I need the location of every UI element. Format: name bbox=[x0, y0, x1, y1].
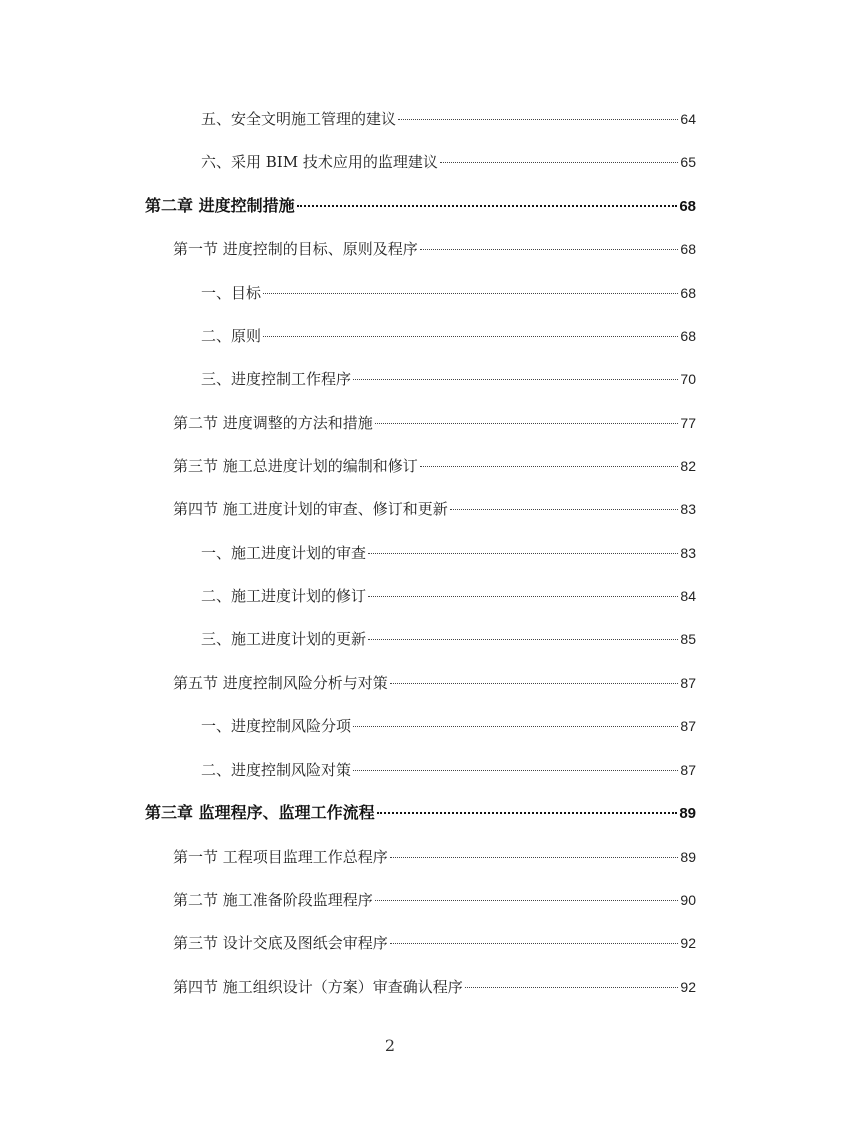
toc-entry-page: 70 bbox=[680, 371, 696, 387]
toc-dot-leader bbox=[353, 726, 678, 727]
toc-chapter-entry bbox=[145, 800, 696, 826]
toc-section-entry bbox=[173, 496, 696, 522]
toc-entry-title: 第二节 施工准备阶段监理程序 bbox=[173, 891, 373, 909]
toc-entry-page: 87 bbox=[680, 762, 696, 778]
toc-dot-leader bbox=[263, 336, 678, 337]
toc-entry-page: 77 bbox=[680, 415, 696, 431]
toc-dot-leader bbox=[450, 509, 679, 510]
toc-dot-leader bbox=[398, 119, 678, 120]
toc-entry-page: 87 bbox=[680, 675, 696, 691]
toc-entry-title: 二、施工进度计划的修订 bbox=[201, 587, 367, 605]
toc-entry bbox=[201, 757, 696, 783]
toc-entry bbox=[201, 540, 696, 566]
toc-entry bbox=[201, 323, 696, 349]
toc-section-entry bbox=[173, 236, 696, 262]
toc-entry-title: 一、施工进度计划的审查 bbox=[201, 544, 367, 562]
toc-entry-title: 第四节 施工进度计划的审查、修订和更新 bbox=[173, 500, 448, 518]
toc-entry-page: 83 bbox=[680, 501, 696, 517]
toc-entry bbox=[201, 280, 696, 306]
toc-section-entry bbox=[173, 410, 696, 436]
toc-entry-title: 第三节 施工总进度计划的编制和修订 bbox=[173, 457, 418, 475]
toc-entry-page: 85 bbox=[680, 631, 696, 647]
toc-dot-leader bbox=[368, 639, 678, 640]
toc-dot-leader bbox=[375, 423, 679, 424]
toc-entry-page: 68 bbox=[679, 198, 696, 215]
toc-entry-page: 87 bbox=[680, 718, 696, 734]
toc-entry-page: 82 bbox=[680, 458, 696, 474]
toc-entry-page: 89 bbox=[680, 849, 696, 865]
toc-dot-leader bbox=[377, 812, 678, 814]
toc-entry bbox=[201, 106, 696, 132]
toc-entry-page: 89 bbox=[679, 805, 696, 822]
toc-entry bbox=[201, 626, 696, 652]
toc-entry-title: 第五节 进度控制风险分析与对策 bbox=[173, 674, 388, 692]
toc-dot-leader bbox=[420, 466, 679, 467]
toc-dot-leader bbox=[353, 770, 678, 771]
toc-entry-title: 第三节 设计交底及图纸会审程序 bbox=[173, 934, 388, 952]
toc-section-entry bbox=[173, 844, 696, 870]
toc-entry-title: 第二节 进度调整的方法和措施 bbox=[173, 414, 373, 432]
toc-dot-leader bbox=[375, 900, 679, 901]
toc-dot-leader bbox=[390, 857, 679, 858]
toc-entry bbox=[201, 366, 696, 392]
toc-entry-page: 65 bbox=[680, 154, 696, 170]
toc-dot-leader bbox=[353, 379, 678, 380]
toc-dot-leader bbox=[420, 249, 679, 250]
toc-entry-title: 三、施工进度计划的更新 bbox=[201, 630, 367, 648]
toc-entry-title: 二、进度控制风险对策 bbox=[201, 761, 352, 779]
toc-entry-title: 第二章 进度控制措施 bbox=[145, 196, 295, 215]
toc-section-entry bbox=[173, 887, 696, 913]
toc-entry-title: 一、进度控制风险分项 bbox=[201, 717, 352, 735]
toc-entry-page: 92 bbox=[680, 979, 696, 995]
toc-entry-page: 64 bbox=[680, 111, 696, 127]
toc-entry-page: 68 bbox=[680, 241, 696, 257]
toc-entry-title: 一、目标 bbox=[201, 284, 262, 302]
toc-dot-leader bbox=[390, 683, 679, 684]
toc-entry-page: 92 bbox=[680, 935, 696, 951]
toc-dot-leader bbox=[465, 987, 679, 988]
toc-dot-leader bbox=[368, 596, 678, 597]
toc-entry bbox=[201, 583, 696, 609]
toc-dot-leader bbox=[263, 293, 678, 294]
toc-section-entry bbox=[173, 930, 696, 956]
toc-section-entry bbox=[173, 670, 696, 696]
toc-entry-title: 第一节 进度控制的目标、原则及程序 bbox=[173, 240, 418, 258]
toc-entry bbox=[201, 149, 696, 175]
toc-entry-title: 六、采用 BIM 技术应用的监理建议 bbox=[201, 153, 438, 171]
toc-entry-title: 二、原则 bbox=[201, 327, 262, 345]
toc-dot-leader bbox=[368, 553, 678, 554]
toc-chapter-entry bbox=[145, 193, 696, 219]
toc-entry-page: 68 bbox=[680, 328, 696, 344]
toc-entry-page: 68 bbox=[680, 285, 696, 301]
toc-dot-leader bbox=[440, 162, 679, 163]
toc-section-entry bbox=[173, 974, 696, 1000]
toc-entry-page: 83 bbox=[680, 545, 696, 561]
toc-entry-page: 84 bbox=[680, 588, 696, 604]
toc-dot-leader bbox=[390, 943, 679, 944]
toc-entry-title: 五、安全文明施工管理的建议 bbox=[201, 110, 397, 128]
toc-entry bbox=[201, 713, 696, 739]
toc-entry-title: 第四节 施工组织设计（方案）审查确认程序 bbox=[173, 978, 463, 996]
toc-entry-title: 三、进度控制工作程序 bbox=[201, 370, 352, 388]
toc-dot-leader bbox=[297, 205, 678, 207]
toc-entry-title: 第一节 工程项目监理工作总程序 bbox=[173, 848, 388, 866]
toc-entry-page: 90 bbox=[680, 892, 696, 908]
toc-entry-title: 第三章 监理程序、监理工作流程 bbox=[145, 803, 375, 822]
toc-section-entry bbox=[173, 453, 696, 479]
page-number: 2 bbox=[384, 1036, 396, 1055]
